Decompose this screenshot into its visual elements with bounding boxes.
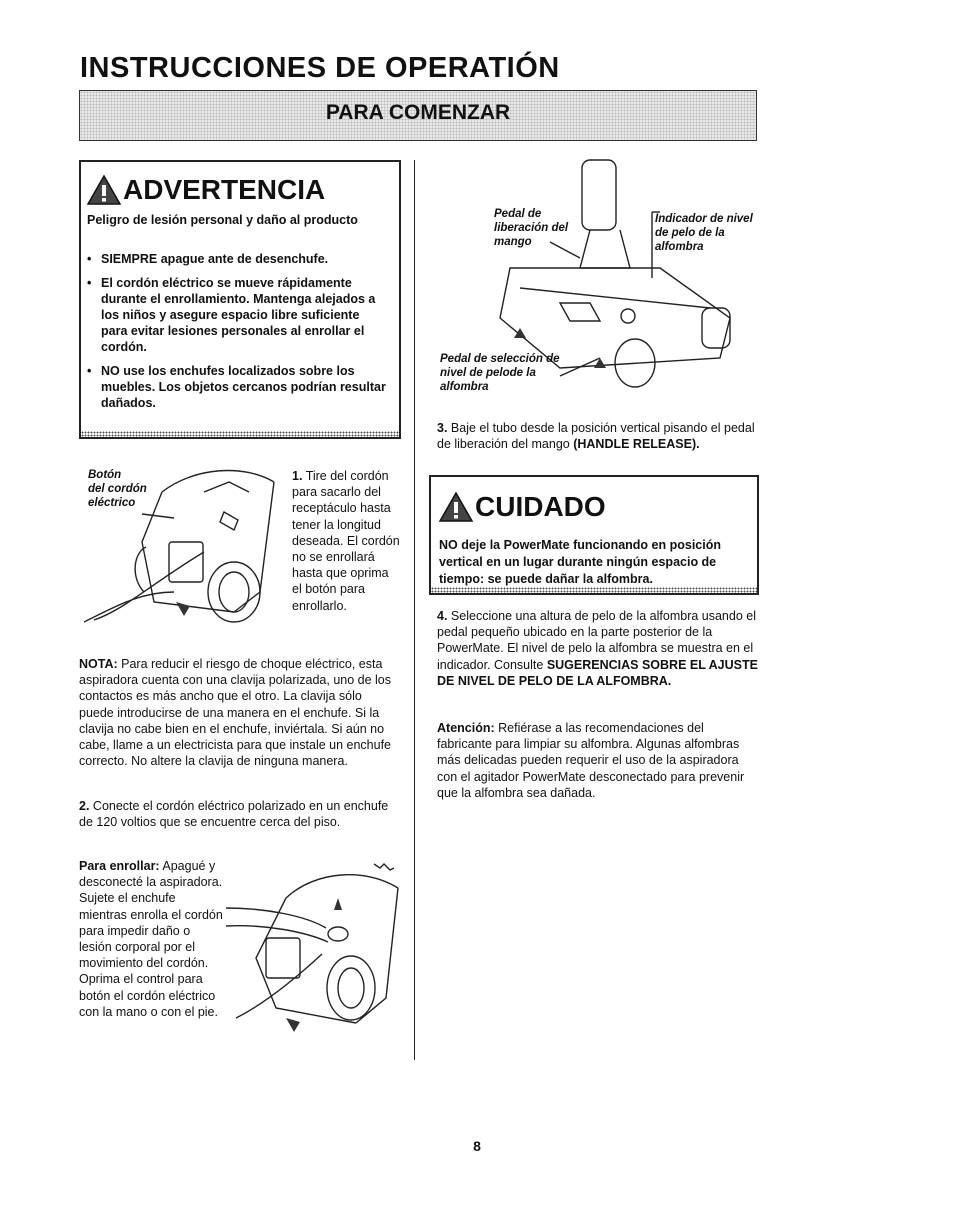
box-shadow-pattern	[81, 431, 399, 437]
nota-paragraph	[79, 656, 395, 769]
enrollar-label: Para enrollar:	[79, 859, 160, 873]
caution-heading-text: CUIDADO	[475, 491, 606, 522]
warning-item: • SIEMPRE apague ante de desenchufe.	[87, 251, 387, 267]
step2-number: 2.	[79, 799, 90, 813]
column-divider	[414, 160, 415, 1060]
step4-bold: SUGERENCIAS SOBRE EL AJUSTE DE NIVEL DE PELO DE LA ALFOMBRA.	[437, 657, 758, 688]
step3-paragraph	[437, 420, 759, 452]
label-pedal-release: Pedal de liberación del mango	[494, 208, 569, 248]
page-number: 8	[473, 1138, 481, 1154]
step4-body: Seleccione una altura de pelo de la alfombra usando el pedal pequeño ubicado en la parte posterior de la PowerMate. El nivel de pelo la alfombra se muestra en el indicador. Consulte	[437, 609, 756, 672]
atencion-paragraph	[437, 720, 759, 801]
caution-heading	[439, 491, 606, 523]
step3-body: Baje el tubo desde la posición vertical pisando el pedal de liberación del mango	[437, 421, 755, 452]
caution-triangle-icon	[439, 491, 473, 523]
step1-text	[292, 468, 400, 614]
step3-bold: (HANDLE RELEASE).	[573, 437, 700, 452]
enrollar-paragraph	[79, 858, 223, 1020]
nota-label: NOTA:	[79, 657, 118, 671]
rewind-hand-illustration	[226, 858, 406, 1038]
warning-heading-text: ADVERTENCIA	[123, 174, 326, 205]
step2-paragraph	[79, 798, 395, 830]
caution-text: NO deje la PowerMate funcionando en posición vertical en un lugar durante ningún espacio de tiempo: se puede dañar la alfombra.	[439, 538, 721, 586]
step1-body: Tire del cordón para sacarlo del receptáculo hasta tener la longitud deseada. El cordón no se enrollará hasta que oprima el botón para enrollarlo.	[292, 469, 400, 613]
warning-heading	[87, 174, 325, 206]
warning-item: • NO use los enchufes localizados sobre los muebles. Los objetos cercanos podrían resultar dañados.	[87, 363, 387, 411]
step3-number: 3.	[437, 421, 448, 435]
enrollar-body: Apagué y desconecté la aspiradora. Sujete el enchufe mientras enrolla el cordón para impedir daño o lesión corporal por el movimiento del cordón. Oprima el control para botón el cordón eléctrico con la mano o con el pie.	[79, 859, 223, 1019]
box-shadow-pattern	[431, 587, 757, 593]
nota-body: Para reducir el riesgo de choque eléctrico, esta aspiradora cuenta con una clavija polarizada, uno de los contactos es más ancho que el otro. La clavija sólo puede introducirse de una manera en el enchufe. Si la clavija no cabe bien en el enchufe, inviértala. Si aún no cabe, llame a un electricista para que instale un enchufe correcto. No altere la clavija de ninguna manera.	[79, 657, 392, 769]
step1-number: 1.	[292, 469, 303, 483]
warning-box	[79, 160, 401, 439]
figure1-label	[88, 468, 147, 510]
section-banner	[79, 90, 757, 141]
step4-number: 4.	[437, 609, 448, 623]
warning-list	[87, 251, 387, 419]
atencion-body: Refiérase a las recomendaciones del fabricante para limpiar su alfombra. Algunas alfombras más delicadas pueden requerir el uso de la aspiradora con el agitador PowerMate desconectado para prevenir que la alfombra sea dañada.	[437, 721, 745, 800]
figure1-label-line: Botón	[88, 469, 122, 481]
figure1-label-line: del cordón	[88, 483, 147, 495]
caution-box	[429, 475, 759, 595]
atencion-label: Atención:	[437, 721, 495, 735]
warning-triangle-icon	[87, 174, 121, 206]
step2-body: Conecte el cordón eléctrico polarizado en un enchufe de 120 voltios que se encuentre cerca del piso.	[79, 799, 389, 830]
label-pedal-select: Pedal de selección de nivel de pelode la alfombra	[440, 353, 560, 393]
page-title: INSTRUCCIONES DE OPERATIÓN	[80, 52, 560, 84]
step4-paragraph	[437, 608, 759, 689]
warning-item: • El cordón eléctrico se mueve rápidamente durante el enrollamiento. Mantenga alejados a los niños y asegure espacio libre suficiente para evitar lesiones personales al enrollar el cordón.	[87, 275, 387, 355]
warning-lead: Peligro de lesión personal y daño al producto	[87, 213, 358, 227]
figure1-label-line: eléctrico	[88, 497, 136, 509]
label-pile-indicator: Indicador de nivel de pelo de la alfombra	[655, 213, 753, 253]
banner-label: PARA COMENZAR	[325, 101, 511, 124]
